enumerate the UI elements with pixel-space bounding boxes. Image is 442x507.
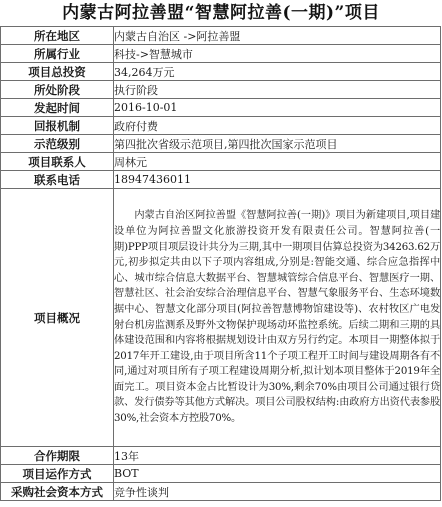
row-label: 项目总投资	[1, 63, 114, 81]
row-value: 34,264万元	[114, 63, 441, 81]
row-label: 项目概况	[1, 189, 114, 447]
table-row	[1, 81, 441, 99]
row-value: 内蒙古自治区 ->阿拉善盟	[114, 27, 441, 45]
row-value: 13年	[114, 447, 441, 465]
table-row-overview	[1, 189, 441, 447]
row-value: 周林元	[114, 153, 441, 171]
row-label: 联系电话	[1, 171, 114, 189]
row-label: 项目联系人	[1, 153, 114, 171]
row-label: 示范级别	[1, 135, 114, 153]
table-row	[1, 465, 441, 483]
table-row	[1, 483, 441, 501]
row-value: 竞争性谈判	[114, 483, 441, 501]
table-row	[1, 447, 441, 465]
row-label: 回报机制	[1, 117, 114, 135]
project-overview-text: 内蒙古自治区阿拉善盟《智慧阿拉善(一期)》项目为新建项目,项目建设单位为阿拉善盟文化旅游投资开发有限责任公司。智慧阿拉善(一期)PPP项目项层设计共分为三期,其中一期项目估算总投资为34263.62万元,初步拟定共由以下子项内容组成,分别是:智能交通、综合应急指挥中心、城市综合信息大数据平台、智慧城管综合信息平台、智慧医疗一期、智慧社区、社会治安综合治理信息平台、智慧气象服务平台、生态环境数据中心、智慧文化部分项目(阿拉善智慧博物馆建设等)、农村牧区广电发射台机房监测系及野外文物保护现场动环监控系统。后续二期和三期的具体建设范围和内容将根据规划设计由双方另行约定。本项目一期整体拟于2017年开工建设,由于项目所含11个子项工程开工时间与建设周期各有不同,通过对项目所有子项工程建设周期分析,拟计划本项目整体于2019年全面完工。项目资本金占比暂设计为30%,剩余70%由项目公司通过银行贷款、发行债券等其他方式解决。项目公司股权结构:由政府方出资代表参股30%,社会资本方控股70%。	[114, 189, 441, 447]
table-row	[1, 171, 441, 189]
row-value: BOT	[114, 465, 441, 483]
table-row	[1, 63, 441, 81]
row-value: 18947436011	[114, 171, 441, 189]
page-title: 内蒙古阿拉善盟“智慧阿拉善(一期)”项目	[62, 3, 380, 23]
table-row	[1, 99, 441, 117]
project-info-table	[0, 26, 441, 501]
row-value: 2016-10-01	[114, 99, 441, 117]
row-value: 执行阶段	[114, 81, 441, 99]
table-row	[1, 45, 441, 63]
row-label: 所处阶段	[1, 81, 114, 99]
row-value: 科技->智慧城市	[114, 45, 441, 63]
row-value: 第四批次省级示范项目,第四批次国家示范项目	[114, 135, 441, 153]
table-row	[1, 117, 441, 135]
row-label: 所属行业	[1, 45, 114, 63]
table-row	[1, 153, 441, 171]
table-row	[1, 27, 441, 45]
table-row	[1, 135, 441, 153]
row-label: 采购社会资本方式	[1, 483, 114, 501]
row-label: 合作期限	[1, 447, 114, 465]
row-label: 所在地区	[1, 27, 114, 45]
row-value: 政府付费	[114, 117, 441, 135]
row-label: 发起时间	[1, 99, 114, 117]
row-label: 项目运作方式	[1, 465, 114, 483]
